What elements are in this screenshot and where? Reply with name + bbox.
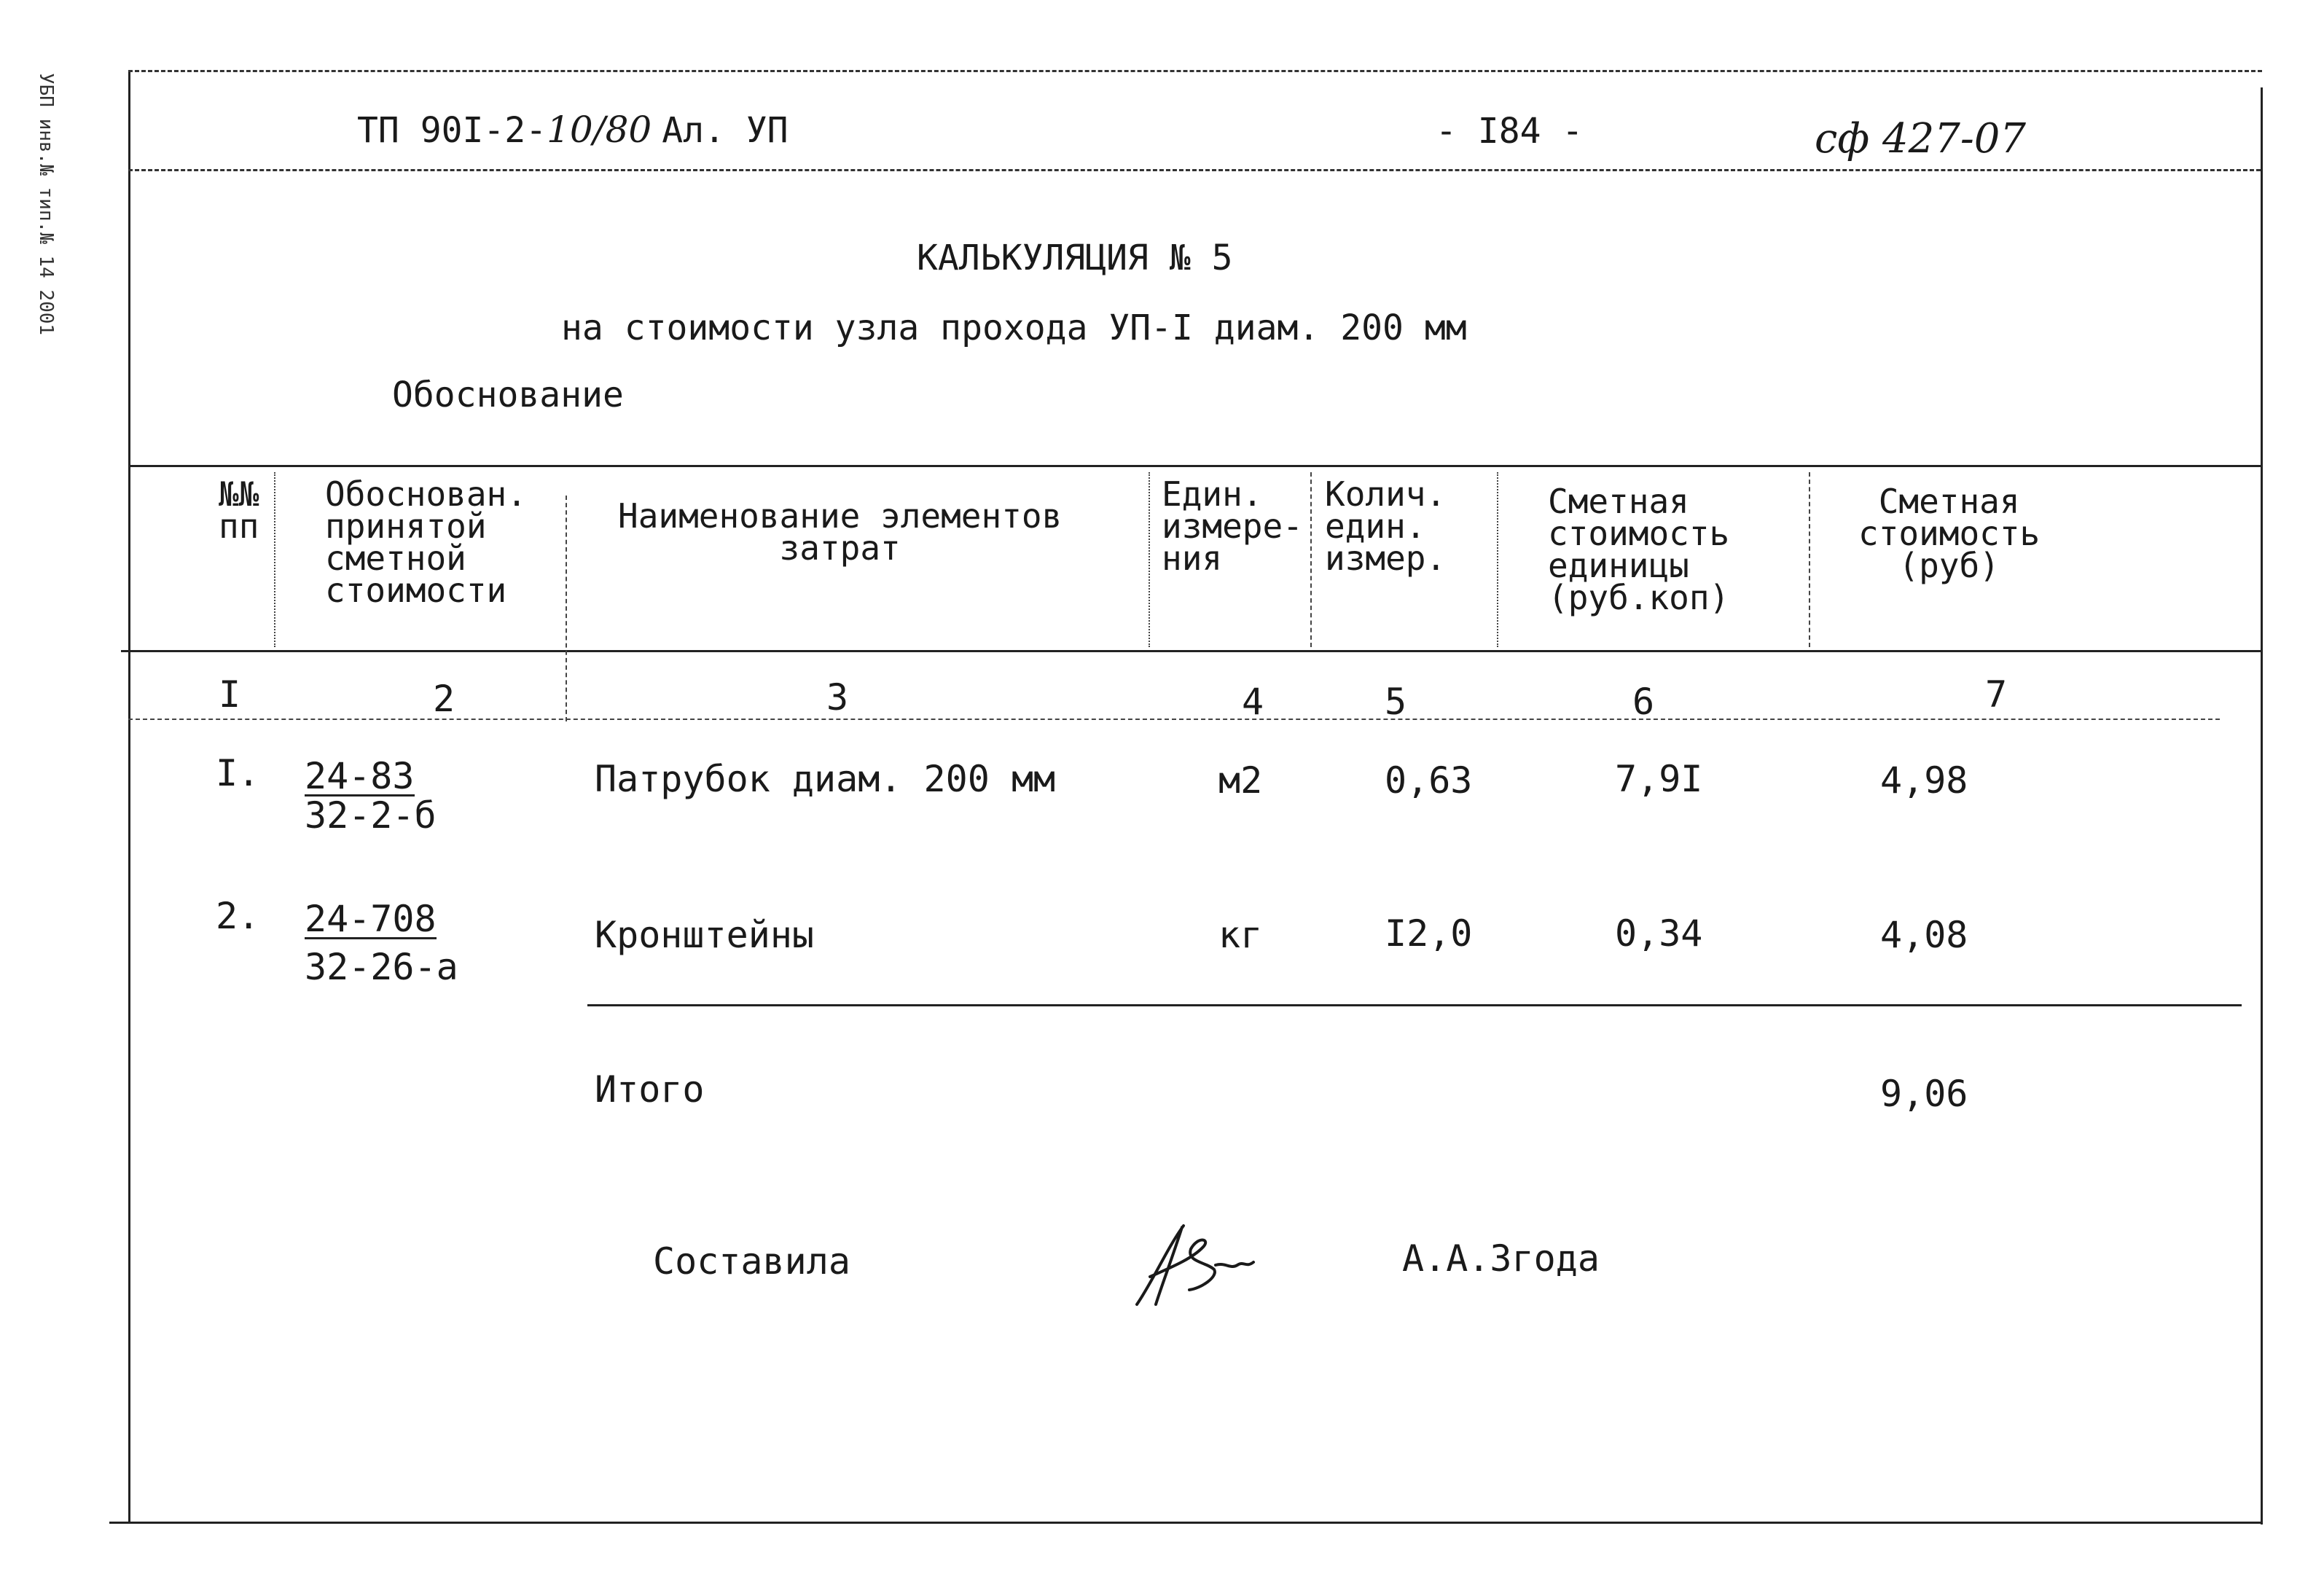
header-num: №№ пп <box>219 474 259 546</box>
column-number-7: 7 <box>1985 673 2008 716</box>
column-separator-5 <box>1497 472 1498 647</box>
signature-label: Составила <box>653 1240 850 1283</box>
row-unit-cost: 7,9I <box>1615 758 1703 800</box>
frame-top-border <box>128 70 2262 72</box>
column-number-3: 3 <box>826 676 849 719</box>
total-value: 9,06 <box>1880 1073 1968 1115</box>
row-basis-bottom: 32-26-а <box>305 946 458 988</box>
row-number: I. <box>216 752 260 794</box>
row-number: 2. <box>216 895 260 937</box>
header-basis: Обоснован. принятой сметной стоимости <box>325 474 527 610</box>
column-number-1: I <box>219 673 241 716</box>
header-unit-cost: Сметная стоимость единицы (руб.коп) <box>1548 482 1730 617</box>
column-separator-1 <box>274 472 275 647</box>
column-separator-4 <box>1310 472 1312 647</box>
row-unit: м2 <box>1218 759 1263 802</box>
row-total: 4,98 <box>1880 759 1968 802</box>
row-basis-top: 24-83 <box>305 755 415 797</box>
column-number-6: 6 <box>1632 681 1655 723</box>
document-code-handwritten: 10/80 <box>547 109 652 151</box>
header-name: Наименование элементов затрат <box>618 496 1063 568</box>
page-title: КАЛЬКУЛЯЦИЯ № 5 <box>917 238 1233 278</box>
header-divider <box>128 169 2261 171</box>
subtotal-line <box>587 1004 2242 1006</box>
signature-name: А.А.Згода <box>1402 1237 1600 1280</box>
total-label: Итого <box>595 1068 705 1111</box>
frame-right-border <box>2261 87 2263 1524</box>
row-unit-cost: 0,34 <box>1615 912 1703 955</box>
header-unit: Един. измере- ния <box>1162 474 1303 578</box>
table-top-line <box>128 465 2261 467</box>
frame-left-border <box>128 70 130 1523</box>
basis-label: Обоснование <box>392 375 624 415</box>
frame-bottom-border <box>109 1522 2262 1524</box>
document-code <box>357 109 789 151</box>
page-subtitle: на стоимости узла прохода УП-I диам. 200 мм <box>561 308 1467 348</box>
page-number: - I84 - <box>1436 111 1584 152</box>
table-header-bottom-line <box>121 650 2261 652</box>
row-basis-bottom: 32-2-б <box>305 794 437 837</box>
column-number-4: 4 <box>1242 681 1264 723</box>
column-separator-6 <box>1809 472 1810 647</box>
row-total: 4,08 <box>1880 914 1968 956</box>
row-quantity: I2,0 <box>1385 912 1473 955</box>
column-number-5: 5 <box>1385 681 1407 723</box>
column-separator-3 <box>1149 472 1150 647</box>
document-code-prefix: ТП 90I-2- <box>357 110 547 151</box>
row-unit: кг <box>1218 914 1263 956</box>
column-separator-2 <box>566 496 567 721</box>
header-total-cost: Сметная стоимость (руб) <box>1858 482 2041 585</box>
reference-number: сф 427-07 <box>1815 115 2027 163</box>
header-quantity: Колич. един. измер. <box>1325 474 1447 578</box>
row-basis-top: 24-708 <box>305 898 437 940</box>
row-quantity: 0,63 <box>1385 759 1473 802</box>
row-name: Патрубок диам. 200 мм <box>595 758 1056 800</box>
column-number-2: 2 <box>433 678 455 720</box>
document-code-suffix: Ал. УП <box>662 110 789 151</box>
side-stamp: УБП инв.№ тип.№ 14 2001 <box>35 73 57 336</box>
row-name: Кронштейны <box>595 914 815 956</box>
signature-scribble <box>1128 1218 1259 1310</box>
